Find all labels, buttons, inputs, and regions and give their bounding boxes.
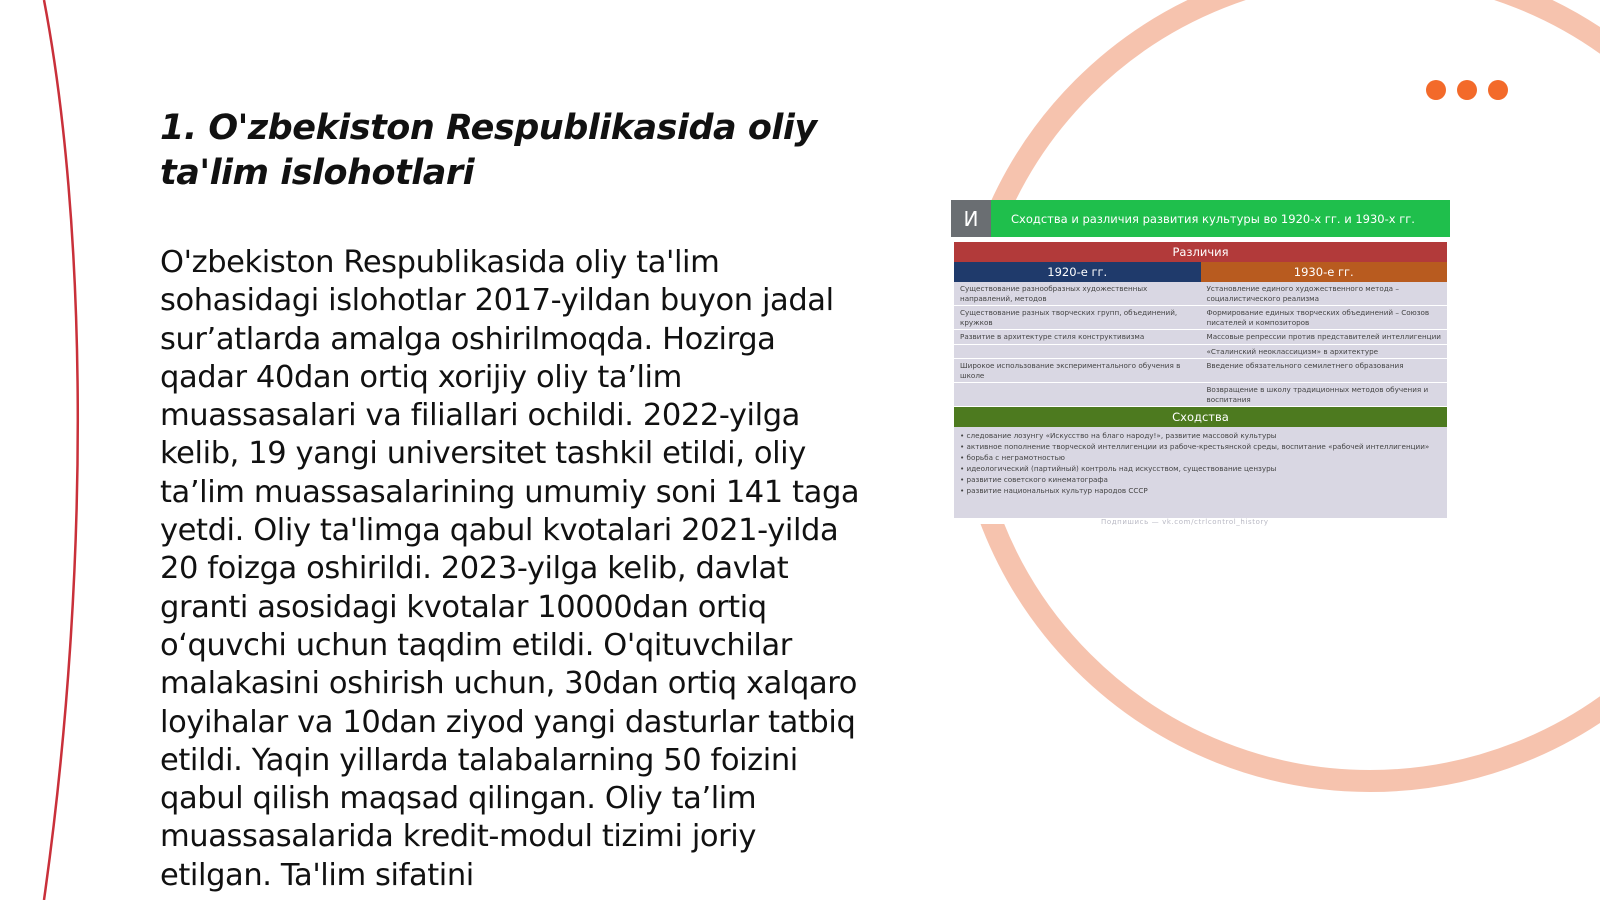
list-item: • идеологический (партийный) контроль над искусством, существование цензуры — [960, 464, 1277, 473]
column-header-1930s: 1930-е гг. — [1201, 262, 1448, 282]
comparison-table — [954, 242, 1447, 518]
column-headers — [954, 262, 1447, 282]
column-header-1920s: 1920-е гг. — [954, 262, 1201, 282]
left-accent-line — [44, 0, 78, 900]
decorative-dots — [1426, 80, 1508, 100]
list-item: • активное пополнение творческой интеллигенции из рабоче-крестьянской среды, воспитание «рабочей интеллигенции» — [960, 442, 1430, 451]
table-cell: Широкое использование экспериментального обучения в школе — [960, 361, 1181, 380]
table-row — [954, 330, 1447, 345]
table-row — [954, 345, 1447, 360]
list-item: • развитие советского кинематографа — [960, 475, 1108, 484]
table-cell: Массовые репрессии против представителей интеллигенции — [1206, 332, 1441, 341]
table-row — [954, 282, 1447, 306]
slide-body-text: O'zbekiston Respublikasida oliy ta'lim sohasidagi islohotlar 2017-yildan buyon jadal sur’atlarda amalga oshirilmoqda. Hozirga qadar 40dan ortiq xorijiy oliy ta’lim muassasalari va filiallari ochildi. 2022-yilga kelib, 19 yangi universitet tashkil etildi, oliy ta’lim muassasalarining umumiy soni 141 taga yetdi. Oliy ta'limga qabul kvotalari 2021-yilda 20 foizga oshirildi. 2023-yilga kelib, davlat granti asosidagi kvotalar 10000dan ortiq o‘quvchi uchun taqdim etildi. O'qituvchilar malakasini oshirish uchun, 30dan ortiq xalqaro loyihalar va 10dan ziyod yangi dasturlar tatbiq etildi. Yaqin yillarda talabalarning 50 foizini qabul qilish maqsad qilingan. Oliy ta’lim muassasalarida kredit-modul tizimi joriy etilgan. Ta'lim sifatini — [160, 245, 860, 893]
table-row — [954, 359, 1447, 383]
table-cell: Введение обязательного семилетнего образования — [1206, 361, 1404, 370]
table-cell — [954, 345, 1201, 359]
table-cell: Возвращение в школу традиционных методов обучения и воспитания — [1206, 385, 1429, 404]
list-item: • борьба с неграмотностью — [960, 453, 1065, 462]
table-cell: «Сталинский неоклассицизм» в архитектуре — [1206, 346, 1379, 356]
similarities-list — [954, 427, 1447, 499]
table-cell — [954, 383, 1201, 406]
list-item: • следование лозунгу «Искусство на благо народу!», развитие массовой культуры — [960, 431, 1277, 440]
image-header-bar — [951, 200, 1450, 237]
table-cell: Развитие в архитектуре стиля конструктивизма — [960, 332, 1145, 341]
image-header-title: Сходства и различия развития культуры во 1920-х гг. и 1930-х гг. — [1011, 211, 1415, 226]
list-item: • развитие национальных культур народов СССР — [960, 486, 1148, 495]
table-row — [954, 383, 1447, 407]
embedded-comparison-image — [951, 200, 1450, 524]
decorative-dot — [1457, 80, 1477, 100]
table-cell: Существование разных творческих групп, объединений, кружков — [960, 308, 1178, 327]
table-cell: Существование разнообразных художественных направлений, методов — [960, 284, 1148, 303]
differences-band: Различия — [954, 242, 1447, 262]
table-cell: Установление единого художественного метода – социалистического реализма — [1206, 284, 1399, 303]
table-row — [954, 306, 1447, 330]
image-caption: Подпишись — vk.com/ctrlcontrol_history — [1101, 518, 1269, 526]
decorative-dot — [1426, 80, 1446, 100]
image-header-badge: И — [951, 200, 991, 237]
slide-title: 1. O'zbekiston Respublikasida oliy ta'lim islohotlari — [160, 108, 817, 193]
table-cell: Формирование единых творческих объединений – Союзов писателей и композиторов — [1206, 308, 1430, 327]
similarities-band: Сходства — [954, 407, 1447, 427]
decorative-dot — [1488, 80, 1508, 100]
